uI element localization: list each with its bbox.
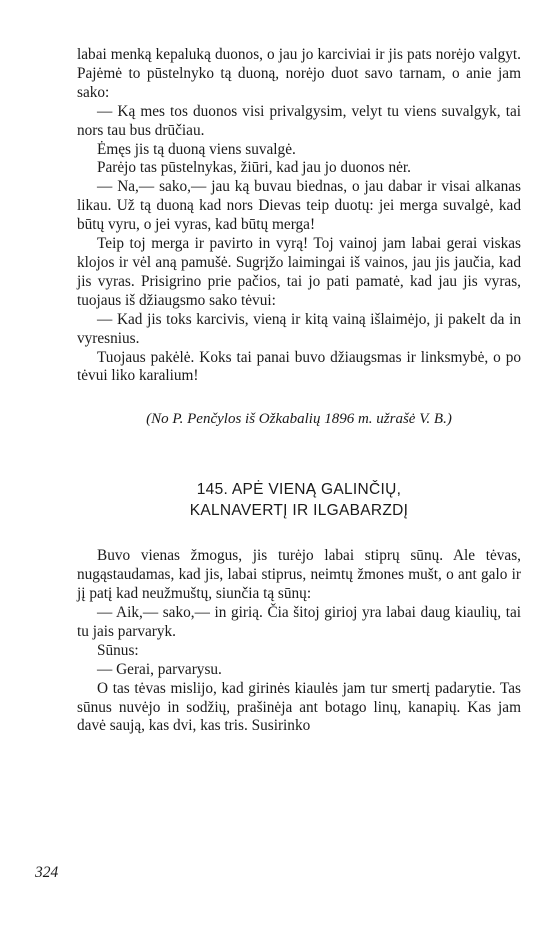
page-number: 324	[35, 864, 59, 881]
paragraph: — Kad jis toks karcivis, vieną ir kitą vainą išlaimėjo, ji pakelt da in vyresnius.	[77, 310, 521, 347]
paragraph: O tas tėvas mislijo, kad girinės kiaulės jam tur smertį padarytie. Tas sūnus nuvėjo in sodžių, prašinėja ant botago linų, kanapių. Kas jam davė saują, kas dvi, kas tris. Susirinko	[77, 679, 521, 735]
paragraph: — Ką mes tos duonos visi privalgysim, velyt tu viens suvalgyk, tai nors tau bus drūčiau.	[77, 102, 521, 139]
paragraph: — Gerai, parvarysu.	[97, 660, 222, 678]
source-note: (No P. Penčylos iš Ožkabalių 1896 m. užrašė V. B.)	[146, 411, 452, 428]
paragraph: Tuojaus pakėlė. Koks tai panai buvo džiaugsmas ir linksmybė, o po tėvui liko karalium!	[77, 348, 521, 385]
story-heading-line-2: KALNAVERTĮ IR ILGABARZDĮ	[189, 502, 409, 520]
page-body	[77, 46, 521, 736]
paragraph: Sūnus:	[97, 641, 139, 659]
paragraph: Teip toj merga ir pavirto in vyrą! Toj vainoj jam labai gerai viskas klojos ir vėl aną pamušė. Sugrįžo laimingai iš vainos, jau jis jaučia, kad jis vyras. Prisigrino prie pačios, tai jo pati pamatė, kad jau jis vyras, tuojaus iš džiaugsmo sako tėvui:	[77, 235, 521, 309]
story-heading	[77, 479, 521, 521]
paragraph: — Na,— sako,— jau ką buvau biednas, o jau dabar ir visai alkanas likau. Už tą duoną kad nors Dievas teip duotų: jei merga suvalgė, kad būtų vyru, o jei vyras, kad būtų merga!	[77, 178, 521, 234]
paragraph: — Aik,— sako,— in girią. Čia šitoj girioj yra labai daug kiaulių, tai tu jais parvaryk.	[77, 604, 521, 640]
paragraph: Buvo vienas žmogus, jis turėjo labai stiprų sūnų. Ale tėvas, nugąstaudamas, kad jis, labai stiprus, neimtų žmones mušt, o ant galo ir jį patį kad neužmuštų, siunčia tą sūnų:	[77, 547, 521, 603]
paragraph: labai menką kepaluką duonos, o jau jo karciviai ir jis pats norėjo valgyt. Pajėmė to pūstelnyko tą duoną, norėjo duot savo tarnam, o anie jam sako:	[77, 46, 521, 101]
story-heading-line-1: 145. APĖ VIENĄ GALINČIŲ,	[196, 481, 402, 499]
paragraph: Ėmęs jis tą duoną viens suvalgė.	[97, 140, 296, 158]
paragraph: Parėjo tas pūstelnykas, žiūri, kad jau jo duonos nėr.	[97, 159, 411, 177]
